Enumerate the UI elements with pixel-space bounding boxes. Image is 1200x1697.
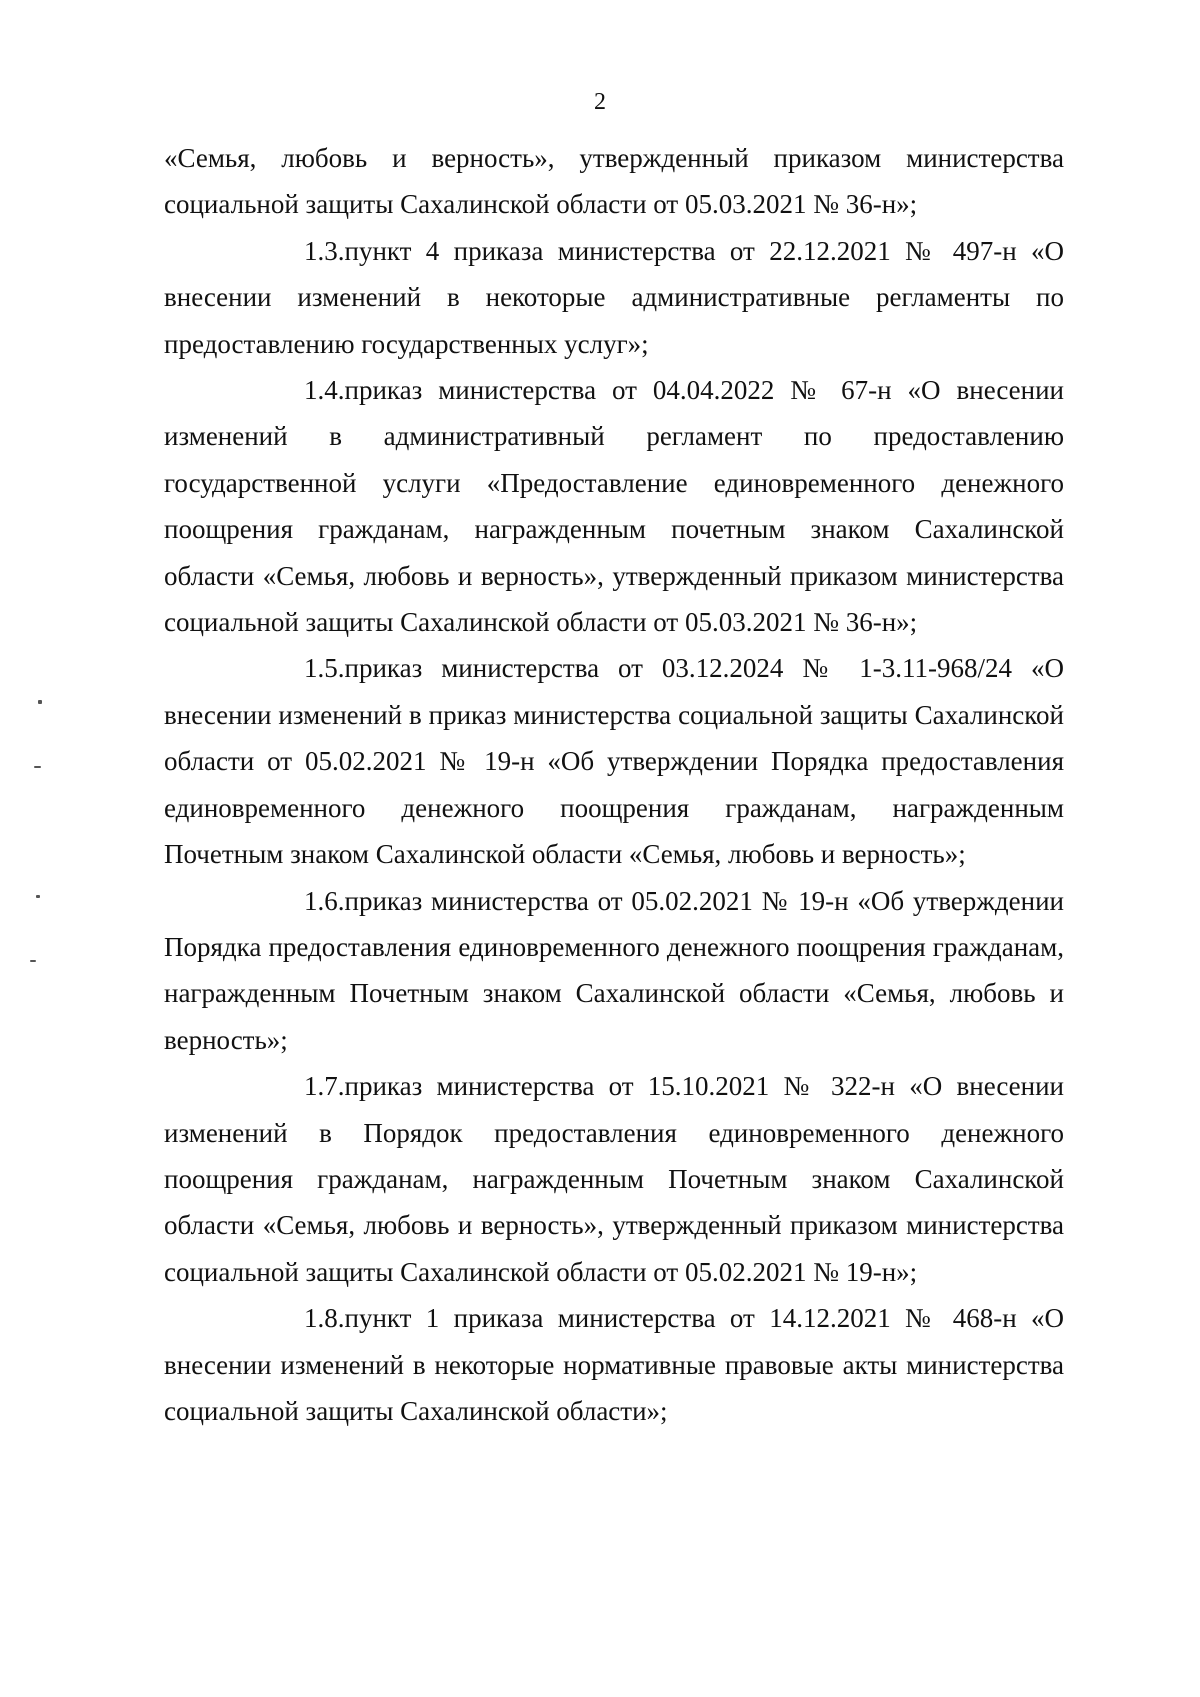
- scan-speck: [38, 700, 42, 704]
- item-number: 1.5.: [304, 653, 345, 684]
- item-number: 1.7.: [304, 1071, 345, 1102]
- item-text: приказ министерства от 15.10.2021 № 322-н «О внесении изменений в Порядок предоставления единовременного денежного поощрения гражданам, награжденным Почетным знаком Сахалинской области «Семья, любовь и верность», утвержденный приказом министерства социальной защиты Сахалинской области от 05.02.2021 № 19-н»;: [164, 1071, 1064, 1287]
- item-text: приказ министерства от 04.04.2022 № 67-н «О внесении изменений в административный регламент по предоставлению государственной услуги «Предоставление единовременного денежного поощрения гражданам, награжденным почетным знаком Сахалинской области «Семья, любовь и верность», утвержденный приказом министерства социальной защиты Сахалинской области от 05.03.2021 № 36-н»;: [164, 375, 1064, 638]
- scan-speck: [34, 766, 41, 768]
- list-item-1-6: [164, 878, 1064, 1064]
- page-number: 2: [594, 89, 606, 115]
- scan-speck: [30, 960, 36, 962]
- item-text: пункт 4 приказа министерства от 22.12.2021 № 497-н «О внесении изменений в некоторые административные регламенты по предоставлению государственных услуг»;: [164, 235, 1064, 359]
- list-item-1-4: [164, 367, 1064, 645]
- item-number: 1.8.: [304, 1303, 345, 1334]
- continuation-paragraph: «Семья, любовь и верность», утвержденный приказом министерства социальной защиты Сахалинской области от 05.03.2021 № 36-н»;: [164, 143, 1064, 220]
- list-item-1-7: [164, 1063, 1064, 1295]
- item-text: приказ министерства от 03.12.2024 № 1-3.11-968/24 «О внесении изменений в приказ министерства социальной защиты Сахалинской области от 05.02.2021 № 19-н «Об утверждении Порядка предоставления единовременного денежного поощрения гражданам, награжденным Почетным знаком Сахалинской области «Семья, любовь и верность»;: [164, 653, 1064, 870]
- list-item-1-5: [164, 645, 1064, 877]
- item-text: приказ министерства от 05.02.2021 № 19-н «Об утверждении Порядка предоставления единовременного денежного поощрения гражданам, награжденным Почетным знаком Сахалинской области «Семья, любовь и верность»;: [164, 885, 1064, 1055]
- item-number: 1.3.: [304, 235, 345, 266]
- item-number: 1.6.: [304, 885, 345, 916]
- document-body: [164, 135, 1064, 1434]
- scan-speck: [36, 895, 40, 898]
- list-item-1-8: [164, 1295, 1064, 1434]
- item-text: пункт 1 приказа министерства от 14.12.2021 № 468-н «О внесении изменений в некоторые нормативные правовые акты министерства социальной защиты Сахалинской области»;: [164, 1303, 1064, 1426]
- list-item-1-3: [164, 228, 1064, 367]
- item-number: 1.4.: [304, 375, 345, 406]
